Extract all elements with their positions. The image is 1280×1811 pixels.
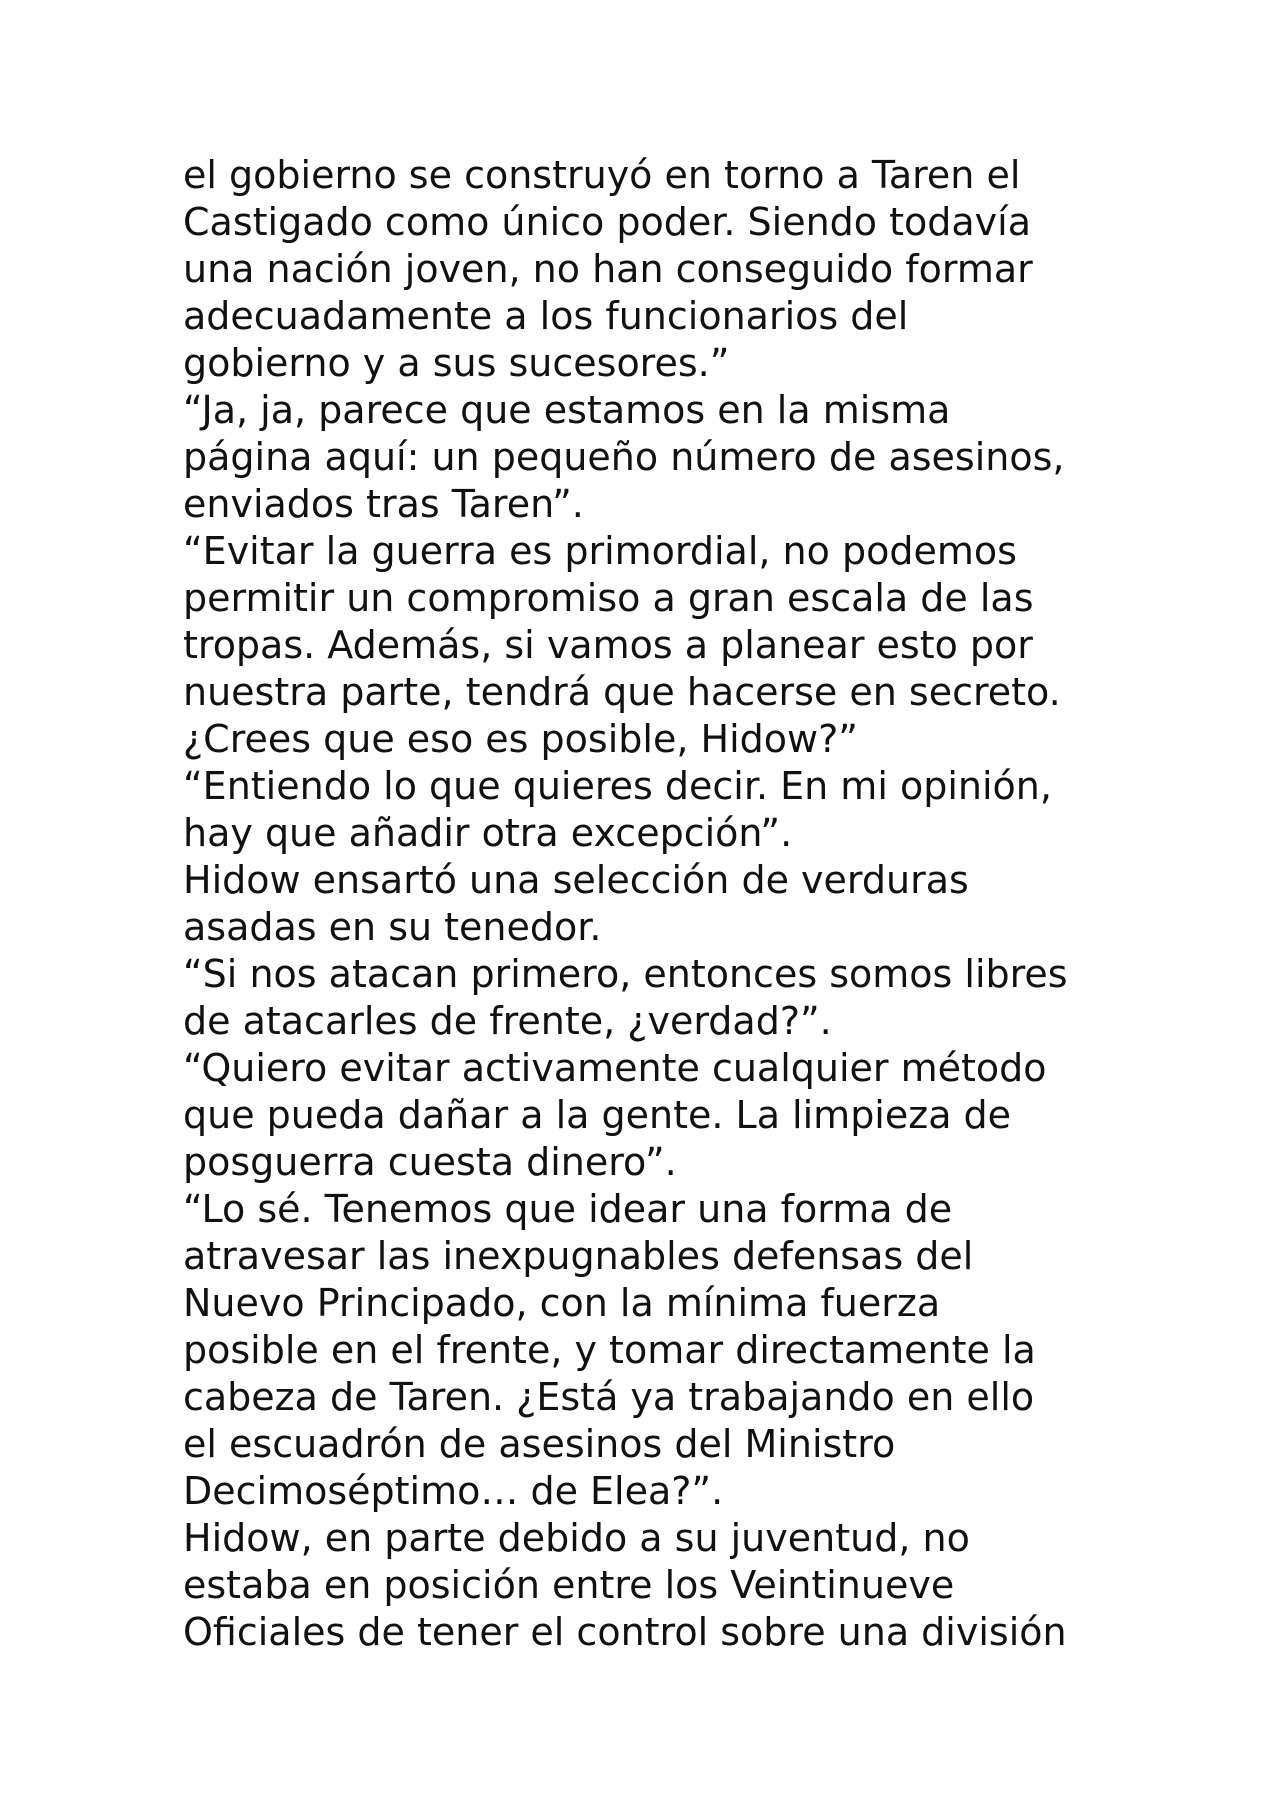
text-line: posguerra cuesta dinero”.	[183, 1140, 677, 1184]
text-line: que pueda dañar a la gente. La limpieza de	[183, 1093, 1012, 1137]
text-line: ¿Crees que eso es posible, Hidow?”	[183, 717, 858, 761]
text-line: Hidow ensartó una selección de verduras	[183, 858, 969, 902]
text-line: nuestra parte, tendrá que hacerse en secreto.	[183, 670, 1061, 714]
text-line: “Entiendo lo que quieres decir. En mi opinión,	[183, 764, 1052, 808]
text-line: el escuadrón de asesinos del Ministro	[183, 1422, 896, 1466]
text-line: “Ja, ja, parece que estamos en la misma	[183, 388, 951, 432]
text-line: página aquí: un pequeño número de asesinos,	[183, 435, 1065, 479]
text-line: permitir un compromiso a gran escala de las	[183, 576, 1034, 620]
text-line: estaba en posición entre los Veintinueve	[183, 1563, 955, 1607]
text-line: Decimoséptimo… de Elea?”.	[183, 1469, 724, 1513]
text-line: adecuadamente a los funcionarios del	[183, 294, 909, 338]
text-line: Castigado como único poder. Siendo todavía	[183, 200, 1032, 244]
text-line: tropas. Además, si vamos a planear esto por	[183, 623, 1033, 667]
text-line: “Si nos atacan primero, entonces somos libres	[183, 952, 1068, 996]
body-text	[183, 152, 1183, 1656]
text-line: de atacarles de frente, ¿verdad?”.	[183, 999, 832, 1043]
text-line: enviados tras Taren”.	[183, 482, 584, 526]
text-line: “Evitar la guerra es primordial, no podemos	[183, 529, 1017, 573]
text-line: cabeza de Taren. ¿Está ya trabajando en ello	[183, 1375, 1035, 1419]
text-line: Hidow, en parte debido a su juventud, no	[183, 1516, 970, 1560]
text-line: “Quiero evitar activamente cualquier método	[183, 1046, 1047, 1090]
text-line: una nación joven, no han conseguido formar	[183, 247, 1033, 291]
text-line: el gobierno se construyó en torno a Taren el	[183, 153, 1021, 197]
text-line: gobierno y a sus sucesores.”	[183, 341, 730, 385]
text-line: “Lo sé. Tenemos que idear una forma de	[183, 1187, 953, 1231]
text-line: hay que añadir otra excepción”.	[183, 811, 793, 855]
text-line: posible en el frente, y tomar directamente la	[183, 1328, 1036, 1372]
text-line: Nuevo Principado, con la mínima fuerza	[183, 1281, 941, 1325]
text-line: Oficiales de tener el control sobre una división	[183, 1610, 1067, 1654]
text-line: asadas en su tenedor.	[183, 905, 602, 949]
text-line: atravesar las inexpugnables defensas del	[183, 1234, 974, 1278]
